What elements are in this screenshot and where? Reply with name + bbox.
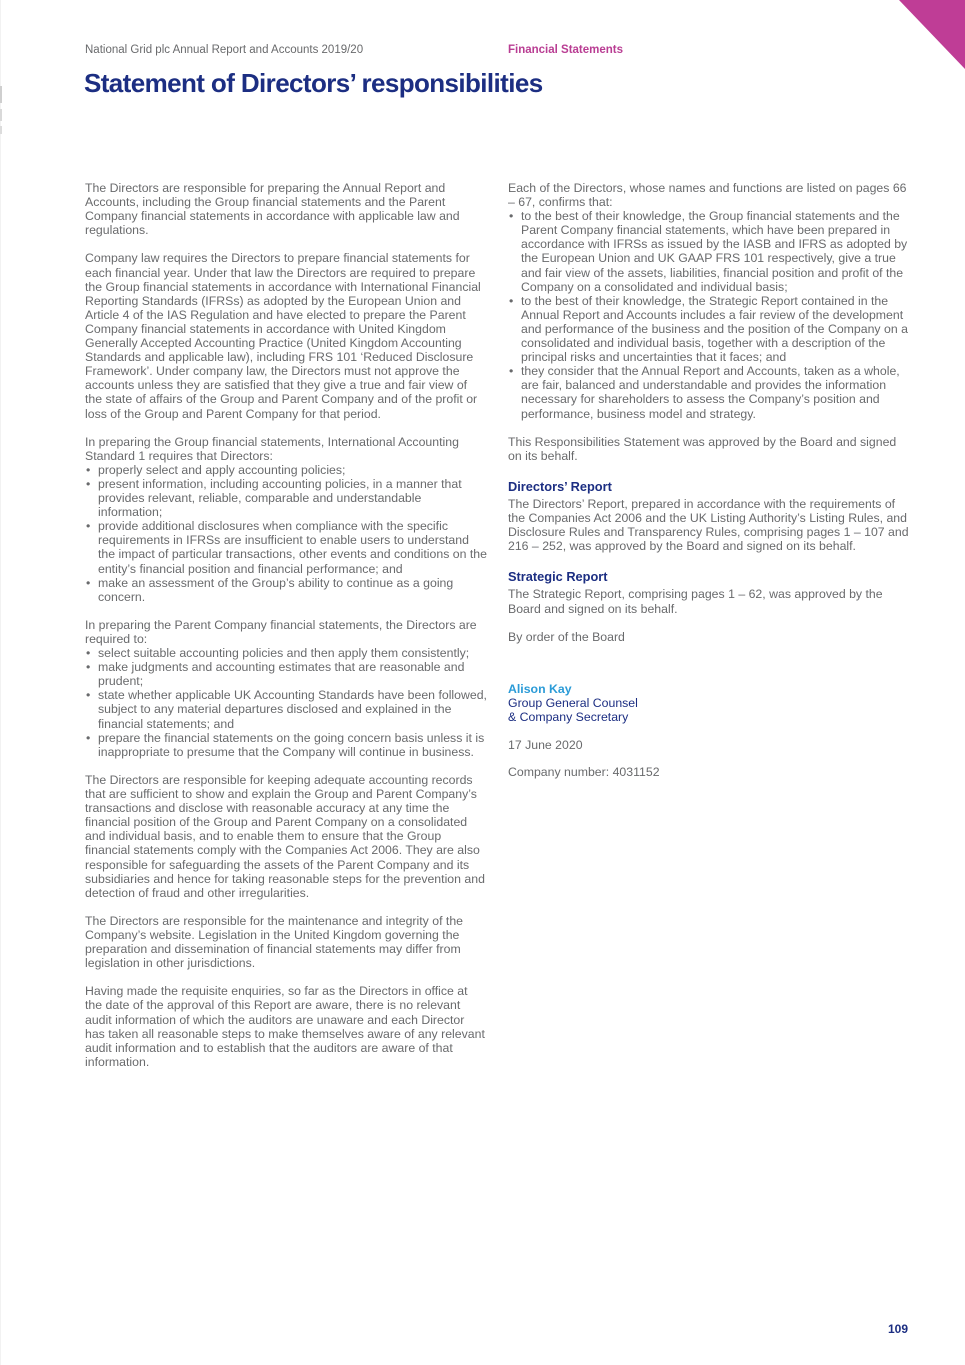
- list-intro: In preparing the Parent Company financial statements, the Directors are required to:: [85, 617, 477, 646]
- list-item: • they consider that the Annual Report and Accounts, taken as a whole, are fair, balanced and understandable and provides the information necessary for shareholders to assess the Company’s position and performance, business model and strategy.: [508, 364, 910, 420]
- list-item: • to the best of their knowledge, the Group financial statements and the Parent Company financial statements, which have been prepared in accordance with IFRSs as issued by the IASB and IFRS as adopted by the European Union and UK GAAP FRS 101 respectively, give a true and fair view of the assets, liabilities, financial position and profit of the Company on a consolidated and individual basis;: [508, 209, 910, 294]
- paragraph: This Responsibilities Statement was approved by the Board and signed on its behalf.: [508, 434, 897, 463]
- scan-edge-mark: [0, 126, 2, 134]
- paragraph: The Directors are responsible for keeping adequate accounting records that are sufficient to show and explain the Group and Parent Company’s transactions and disclose with reasonable accuracy at any time the financial position of the Group and Parent Company on a consolidated and individual basis, and to enable them to ensure that the Group financial statements comply with the Companies Act 2006. They are also responsible for safeguarding the assets of the Parent Company and its subsidiaries and hence for taking reasonable steps for the prevention and detection of fraud and other irregularities.: [85, 772, 485, 900]
- paragraph: The Directors are responsible for preparing the Annual Report and Accounts, including the Group financial statements and the Parent Company financial statements in accordance with applicable law and regulations.: [85, 181, 460, 238]
- report-name-header: National Grid plc Annual Report and Accounts 2019/20: [85, 44, 364, 56]
- by-order-text: By order of the Board: [508, 629, 625, 644]
- bullet-list: [508, 209, 910, 420]
- left-column: [85, 181, 487, 1083]
- list-item: • select suitable accounting policies and then apply them consistently;: [85, 646, 487, 660]
- list-item: • provide additional disclosures when compliance with the specific requirements in IFRSs are insufficient to enable users to understand the impact of particular transactions, other events and conditions on the entity’s financial position and financial performance; and: [85, 519, 487, 575]
- list-item: • make judgments and accounting estimates that are reasonable and prudent;: [85, 660, 487, 688]
- list-item: • state whether applicable UK Accounting Standards have been followed, subject to any material departures disclosed and explained in the financial statements; and: [85, 688, 487, 730]
- corner-flag-triangle: [899, 0, 965, 69]
- bullet-list: [85, 463, 487, 604]
- paragraph: The Directors’ Report, prepared in accordance with the requirements of the Companies Act 2006 and the UK Listing Authority’s Listing Rules, and Disclosure Rules and Transparency Rules, comprising pages 1 – 107 and 216 – 252, was approved by the Board and signed on its behalf.: [508, 496, 909, 554]
- section-name-header: Financial Statements: [508, 44, 624, 56]
- list-item: • present information, including accounting policies, in a manner that provides relevant, reliable, comparable and understandable information;: [85, 477, 487, 519]
- scan-edge-line: [0, 0, 1, 1365]
- paragraph: The Directors are responsible for the maintenance and integrity of the Company’s website. Legislation in the United Kingdom governing the preparation and dissemination of financial statements may differ from legislation in other jurisdictions.: [85, 913, 463, 971]
- page-title: Statement of Directors’ responsibilities: [84, 68, 543, 98]
- list-intro: In preparing the Group financial statements, International Accounting Standard 1 requires that Directors:: [85, 434, 459, 463]
- paragraph: Company law requires the Directors to prepare financial statements for each financial year. Under that law the Directors are required to prepare the Group financial statements in accordance with International Financial Reporting Standards (IFRSs) as adopted by the European Union and Article 4 of the IAS Regulation and have elected to prepare the Parent Company financial statements in accordance with United Kingdom Generally Accepted Accounting Practice (United Kingdom Accounting Standards and applicable law), including FRS 101 ‘Reduced Disclosure Framework’. Under company law, the Directors must not approve the accounts unless they are satisfied that they give a true and fair view of the state of affairs of the Group and Parent Company and of the profit or loss of the Group and Parent Company for that period.: [85, 251, 481, 421]
- signature-date: 17 June 2020: [508, 738, 583, 753]
- signature-block: [508, 682, 910, 780]
- bullet-list: [85, 646, 487, 759]
- list-item: • to the best of their knowledge, the Strategic Report contained in the Annual Report and Accounts includes a fair review of the development and performance of the business and the position of the Company on a consolidated and individual basis, together with a description of the principal risks and uncertainties that it faces; and: [508, 294, 910, 364]
- scan-edge-mark: [0, 86, 2, 103]
- directors-report-heading: Directors’ Report: [508, 478, 612, 494]
- paragraph: Having made the requisite enquiries, so far as the Directors in office at the date of the approval of this Report are aware, there is no relevant audit information of which the auditors are unaware and each Director has taken all reasonable steps to make themselves aware of any relevant audit information and to establish that the auditors are aware of that information.: [85, 984, 485, 1069]
- signatory-role: Group General Counsel: [508, 695, 638, 710]
- scan-edge-mark: [0, 109, 2, 121]
- list-intro: Each of the Directors, whose names and functions are listed on pages 66 – 67, confirms that:: [508, 181, 907, 210]
- list-item: • make an assessment of the Group’s ability to continue as a going concern.: [85, 576, 487, 604]
- list-item: • properly select and apply accounting policies;: [85, 463, 487, 477]
- paragraph: The Strategic Report, comprising pages 1 – 62, was approved by the Board and signed on its behalf.: [508, 587, 883, 616]
- right-column: [508, 181, 910, 779]
- list-item: • prepare the financial statements on the going concern basis unless it is inappropriate to presume that the Company will continue in business.: [85, 731, 487, 759]
- signatory-name: Alison Kay: [508, 681, 572, 696]
- page-number: 109: [887, 1322, 908, 1336]
- company-number: Company number: 4031152: [508, 765, 660, 780]
- strategic-report-heading: Strategic Report: [508, 569, 608, 585]
- signatory-role: & Company Secretary: [508, 710, 629, 724]
